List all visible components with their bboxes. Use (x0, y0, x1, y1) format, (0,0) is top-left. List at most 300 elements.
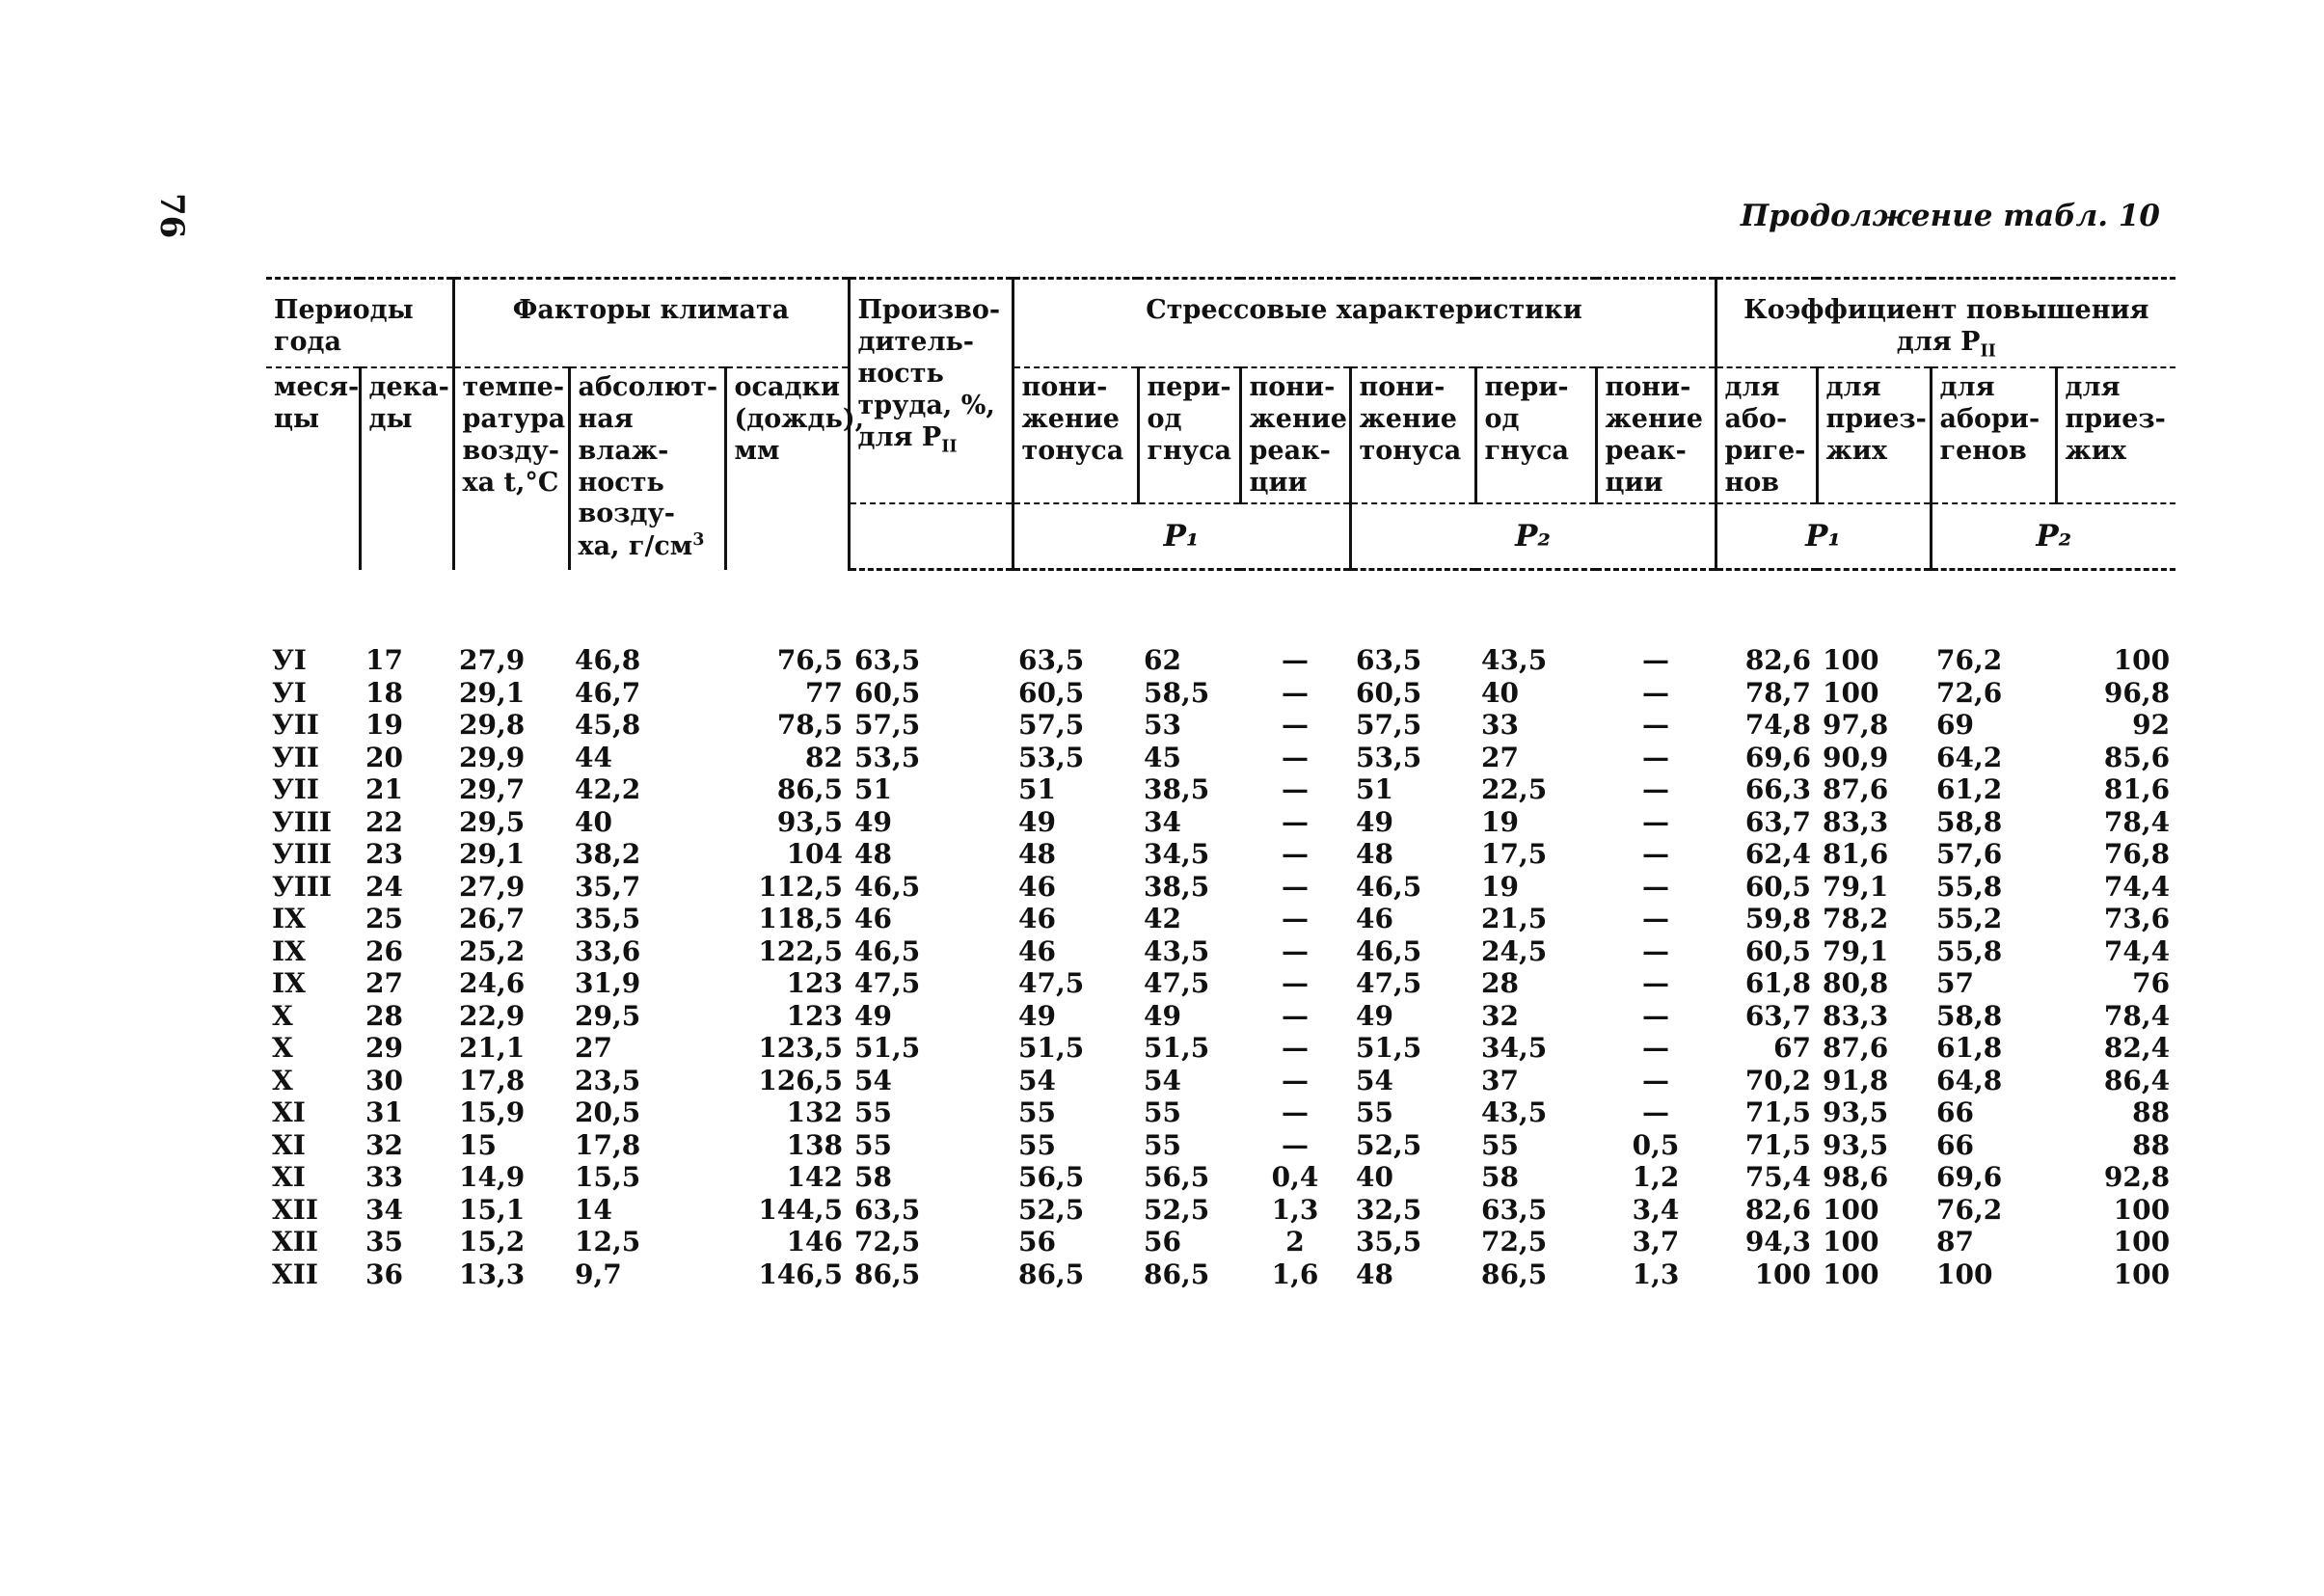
cell-humidity: 46,7 (575, 676, 641, 709)
cell-precipitation: 146 (786, 1226, 844, 1258)
cell-tone-drop-p1: 49 (1018, 999, 1056, 1032)
cell-gnus-period-p2: 27 (1481, 741, 1519, 773)
table-row (266, 1194, 2175, 1227)
cell-month: УIII (272, 870, 333, 903)
header-tone-drop-p2: пони-жение тонуса (1350, 367, 1475, 504)
cell-newcomers-p2: 74,4 (2103, 934, 2171, 967)
cell-humidity: 42,2 (575, 773, 641, 806)
cell-tone-drop-p1: 60,5 (1018, 676, 1085, 709)
header-coef-p1: P₁ (1716, 503, 1931, 570)
cell-decade: 24 (365, 870, 403, 903)
cell-precipitation: 122,5 (758, 934, 844, 967)
cell-reaction-drop-p2: 1,3 (1632, 1258, 1680, 1290)
cell-productivity: 46,5 (854, 934, 921, 967)
table-caption: Продолжение табл. 10 (1740, 199, 2160, 233)
cell-newcomers-p2: 100 (2113, 644, 2171, 677)
cell-reaction-drop-p2: — (1642, 1064, 1670, 1096)
table-row (266, 935, 2175, 968)
cell-natives-p2: 87 (1936, 1226, 1974, 1258)
cell-month: X (272, 999, 293, 1032)
climate-table (266, 277, 2175, 1290)
cell-temperature: 15,9 (459, 1096, 526, 1129)
cell-temperature: 22,9 (459, 999, 526, 1032)
cell-newcomers-p1: 91,8 (1823, 1064, 1889, 1096)
cell-temperature: 29,7 (459, 773, 526, 806)
cell-newcomers-p1: 100 (1823, 644, 1879, 677)
cell-decade: 17 (365, 644, 403, 677)
cell-decade: 35 (365, 1226, 403, 1258)
cell-reaction-drop-p2: 3,4 (1632, 1193, 1680, 1226)
header-gnus-period-p2: пери-од гнуса (1475, 367, 1596, 504)
cell-precipitation: 144,5 (758, 1193, 844, 1226)
cell-tone-drop-p1: 52,5 (1018, 1193, 1085, 1226)
cell-gnus-period-p1: 49 (1144, 999, 1181, 1032)
cell-gnus-period-p2: 40 (1481, 676, 1519, 709)
cell-newcomers-p1: 93,5 (1823, 1096, 1889, 1129)
cell-temperature: 25,2 (459, 934, 526, 967)
cell-decade: 23 (365, 838, 403, 871)
cell-precipitation: 138 (786, 1128, 844, 1161)
cell-natives-p2: 69 (1936, 709, 1974, 742)
cell-natives-p1: 71,5 (1744, 1128, 1812, 1161)
cell-temperature: 15 (459, 1128, 497, 1161)
cell-gnus-period-p1: 38,5 (1144, 773, 1210, 806)
cell-temperature: 27,9 (459, 870, 526, 903)
cell-reaction-drop-p1: — (1282, 999, 1310, 1032)
cell-gnus-period-p1: 43,5 (1144, 934, 1210, 967)
cell-humidity: 17,8 (575, 1128, 641, 1161)
cell-tone-drop-p2: 52,5 (1356, 1128, 1422, 1161)
cell-productivity: 46 (854, 903, 892, 935)
cell-tone-drop-p1: 46 (1018, 903, 1056, 935)
cell-precipitation: 118,5 (758, 903, 844, 935)
cell-tone-drop-p2: 35,5 (1356, 1226, 1422, 1258)
cell-newcomers-p1: 100 (1823, 1226, 1879, 1258)
cell-reaction-drop-p2: — (1642, 870, 1670, 903)
table-row (266, 1032, 2175, 1065)
cell-temperature: 29,1 (459, 838, 526, 871)
cell-productivity: 46,5 (854, 870, 921, 903)
cell-tone-drop-p2: 51,5 (1356, 1032, 1422, 1065)
cell-temperature: 29,5 (459, 805, 526, 838)
header-coef-p2: P₂ (1931, 503, 2175, 570)
cell-month: XI (272, 1096, 306, 1129)
header-humidity: абсолют-ная влаж-ность возду-ха, $г/см^3$ (569, 367, 725, 570)
cell-month: XII (272, 1258, 318, 1290)
cell-productivity: 58 (854, 1161, 892, 1194)
cell-newcomers-p2: 74,4 (2103, 870, 2171, 903)
cell-newcomers-p1: 83,3 (1823, 999, 1889, 1032)
table-row (266, 1000, 2175, 1033)
cell-month: XII (272, 1193, 318, 1226)
cell-newcomers-p1: 98,6 (1823, 1161, 1889, 1194)
cell-gnus-period-p1: 47,5 (1144, 967, 1210, 1000)
cell-reaction-drop-p1: 1,6 (1271, 1258, 1319, 1290)
cell-precipitation: 82 (805, 741, 844, 773)
header-temperature: темпе-ратура возду-ха t,°C (453, 367, 569, 570)
cell-humidity: 23,5 (575, 1064, 641, 1096)
cell-month: УIII (272, 805, 333, 838)
cell-month: УII (272, 709, 319, 742)
cell-gnus-period-p1: 58,5 (1144, 676, 1210, 709)
cell-productivity: 57,5 (854, 709, 921, 742)
cell-tone-drop-p2: 46,5 (1356, 870, 1422, 903)
cell-newcomers-p2: 73,6 (2103, 903, 2171, 935)
cell-gnus-period-p1: 42 (1144, 903, 1181, 935)
cell-productivity: 47,5 (854, 967, 921, 1000)
header-month: меся-цы (266, 367, 360, 570)
cell-reaction-drop-p2: 1,2 (1632, 1161, 1680, 1194)
cell-temperature: 26,7 (459, 903, 526, 935)
cell-natives-p2: 61,2 (1936, 773, 2003, 806)
cell-natives-p2: 55,8 (1936, 934, 2003, 967)
cell-natives-p2: 57,6 (1936, 838, 2003, 871)
cell-humidity: 9,7 (575, 1258, 622, 1290)
cell-newcomers-p2: 92,8 (2103, 1161, 2171, 1194)
cell-reaction-drop-p1: — (1282, 838, 1310, 871)
cell-reaction-drop-p1: — (1282, 805, 1310, 838)
table-row (266, 1161, 2175, 1194)
cell-reaction-drop-p2: — (1642, 644, 1670, 677)
cell-decade: 25 (365, 903, 403, 935)
cell-month: IX (272, 967, 306, 1000)
cell-reaction-drop-p2: — (1642, 676, 1670, 709)
cell-temperature: 24,6 (459, 967, 526, 1000)
cell-newcomers-p2: 81,6 (2103, 773, 2171, 806)
cell-natives-p2: 58,8 (1936, 999, 2003, 1032)
cell-productivity: 49 (854, 805, 892, 838)
table-row (266, 806, 2175, 839)
cell-tone-drop-p2: 32,5 (1356, 1193, 1422, 1226)
cell-reaction-drop-p2: 3,7 (1632, 1226, 1680, 1258)
cell-newcomers-p2: 78,4 (2103, 999, 2171, 1032)
cell-newcomers-p1: 100 (1823, 676, 1879, 709)
cell-tone-drop-p1: 56,5 (1018, 1161, 1085, 1194)
cell-reaction-drop-p2: — (1642, 838, 1670, 871)
cell-newcomers-p2: 100 (2113, 1258, 2171, 1290)
cell-reaction-drop-p2: — (1642, 1032, 1670, 1065)
header-natives-p2: для абори-генов (1931, 367, 2056, 504)
cell-newcomers-p2: 86,4 (2103, 1064, 2171, 1096)
header-precipitation: осадки (дождь), мм (725, 367, 849, 570)
cell-tone-drop-p2: 54 (1356, 1064, 1393, 1096)
cell-decade: 28 (365, 999, 403, 1032)
cell-natives-p2: 72,6 (1936, 676, 2003, 709)
cell-tone-drop-p2: 47,5 (1356, 967, 1422, 1000)
cell-humidity: 44 (575, 741, 612, 773)
cell-temperature: 15,1 (459, 1193, 526, 1226)
cell-month: XI (272, 1128, 306, 1161)
cell-tone-drop-p2: 60,5 (1356, 676, 1422, 709)
cell-productivity: 55 (854, 1096, 892, 1129)
cell-humidity: 12,5 (575, 1226, 641, 1258)
cell-gnus-period-p2: 72,5 (1481, 1226, 1548, 1258)
table-row (266, 1226, 2175, 1258)
cell-gnus-period-p1: 34 (1144, 805, 1181, 838)
cell-month: X (272, 1064, 293, 1096)
cell-month: IX (272, 934, 306, 967)
cell-tone-drop-p2: 40 (1356, 1161, 1393, 1194)
cell-decade: 18 (365, 676, 403, 709)
cell-newcomers-p1: 93,5 (1823, 1128, 1889, 1161)
cell-natives-p2: 100 (1936, 1258, 1993, 1290)
cell-natives-p1: 63,7 (1744, 805, 1812, 838)
cell-natives-p1: 70,2 (1744, 1064, 1812, 1096)
header-decade: дека-ды (360, 367, 453, 570)
cell-gnus-period-p1: 55 (1144, 1128, 1181, 1161)
cell-decade: 29 (365, 1032, 403, 1065)
cell-tone-drop-p2: 55 (1356, 1096, 1393, 1129)
cell-natives-p1: 74,8 (1744, 709, 1812, 742)
cell-decade: 26 (365, 934, 403, 967)
cell-newcomers-p1: 80,8 (1823, 967, 1889, 1000)
cell-reaction-drop-p2: — (1642, 903, 1670, 935)
cell-precipitation: 76,5 (776, 644, 844, 677)
page-number: 76 (152, 193, 191, 239)
cell-reaction-drop-p2: — (1642, 773, 1670, 806)
cell-gnus-period-p2: 19 (1481, 805, 1519, 838)
cell-tone-drop-p2: 48 (1356, 838, 1393, 871)
cell-newcomers-p2: 88 (2132, 1128, 2171, 1161)
cell-tone-drop-p1: 47,5 (1018, 967, 1085, 1000)
cell-natives-p1: 78,7 (1744, 676, 1812, 709)
cell-gnus-period-p2: 22,5 (1481, 773, 1548, 806)
cell-precipitation: 142 (786, 1161, 844, 1194)
cell-natives-p2: 55,8 (1936, 870, 2003, 903)
cell-productivity: 60,5 (854, 676, 921, 709)
cell-gnus-period-p2: 17,5 (1481, 838, 1548, 871)
cell-humidity: 20,5 (575, 1096, 641, 1129)
table-row (266, 1129, 2175, 1162)
cell-precipitation: 104 (786, 838, 844, 871)
cell-humidity: 33,6 (575, 934, 641, 967)
cell-month: XI (272, 1161, 306, 1194)
cell-humidity: 29,5 (575, 999, 641, 1032)
cell-tone-drop-p1: 57,5 (1018, 709, 1085, 742)
cell-temperature: 27,9 (459, 644, 526, 677)
table-row (266, 1096, 2175, 1129)
cell-precipitation: 132 (786, 1096, 844, 1129)
cell-reaction-drop-p1: — (1282, 644, 1310, 677)
cell-reaction-drop-p1: — (1282, 903, 1310, 935)
cell-tone-drop-p1: 55 (1018, 1128, 1056, 1161)
cell-reaction-drop-p2: — (1642, 709, 1670, 742)
cell-decade: 34 (365, 1193, 403, 1226)
cell-precipitation: 123 (786, 999, 844, 1032)
cell-reaction-drop-p1: — (1282, 676, 1310, 709)
table-row (266, 709, 2175, 742)
cell-reaction-drop-p1: — (1282, 967, 1310, 1000)
header-reaction-drop-p2: пони-жение реак-ции (1596, 367, 1716, 504)
cell-month: УIII (272, 838, 333, 871)
cell-precipitation: 123,5 (758, 1032, 844, 1065)
cell-tone-drop-p2: 63,5 (1356, 644, 1422, 677)
cell-precipitation: 93,5 (776, 805, 844, 838)
cell-productivity: 51,5 (854, 1032, 921, 1065)
cell-newcomers-p1: 100 (1823, 1258, 1879, 1290)
cell-gnus-period-p2: 28 (1481, 967, 1519, 1000)
table-row (266, 838, 2175, 871)
cell-humidity: 40 (575, 805, 612, 838)
cell-reaction-drop-p1: 0,4 (1271, 1161, 1319, 1194)
cell-gnus-period-p1: 52,5 (1144, 1193, 1210, 1226)
header-tone-drop-p1: пони-жение тонуса (1013, 367, 1138, 504)
cell-humidity: 31,9 (575, 967, 641, 1000)
cell-newcomers-p1: 78,2 (1823, 903, 1889, 935)
header-stress: Стрессовые характеристики (1013, 279, 1716, 367)
cell-natives-p1: 100 (1754, 1258, 1812, 1290)
cell-gnus-period-p2: 63,5 (1481, 1193, 1548, 1226)
cell-tone-drop-p2: 51 (1356, 773, 1393, 806)
cell-gnus-period-p2: 21,5 (1481, 903, 1548, 935)
cell-natives-p1: 82,6 (1744, 1193, 1812, 1226)
cell-natives-p1: 66,3 (1744, 773, 1812, 806)
cell-precipitation: 78,5 (776, 709, 844, 742)
cell-gnus-period-p2: 86,5 (1481, 1258, 1548, 1290)
cell-natives-p1: 60,5 (1744, 934, 1812, 967)
cell-productivity: 72,5 (854, 1226, 921, 1258)
cell-natives-p1: 82,6 (1744, 644, 1812, 677)
cell-tone-drop-p1: 56 (1018, 1226, 1056, 1258)
cell-temperature: 29,9 (459, 741, 526, 773)
cell-natives-p2: 58,8 (1936, 805, 2003, 838)
table-row (266, 1258, 2175, 1291)
header-coefficient: Коэффициент повышения для $P_{II}$ (1716, 279, 2175, 367)
cell-productivity: 63,5 (854, 1193, 921, 1226)
cell-reaction-drop-p1: — (1282, 934, 1310, 967)
cell-productivity: 54 (854, 1064, 892, 1096)
cell-tone-drop-p2: 49 (1356, 999, 1393, 1032)
cell-gnus-period-p2: 32 (1481, 999, 1519, 1032)
cell-productivity: 53,5 (854, 741, 921, 773)
cell-gnus-period-p1: 53 (1144, 709, 1181, 742)
cell-natives-p2: 66 (1936, 1128, 1974, 1161)
cell-decade: 32 (365, 1128, 403, 1161)
cell-gnus-period-p1: 62 (1144, 644, 1181, 677)
cell-natives-p1: 59,8 (1744, 903, 1812, 935)
cell-tone-drop-p1: 48 (1018, 838, 1056, 871)
header-climate-factors: Факторы климата (453, 279, 849, 367)
cell-newcomers-p1: 79,1 (1823, 870, 1889, 903)
cell-temperature: 21,1 (459, 1032, 526, 1065)
cell-newcomers-p2: 96,8 (2103, 676, 2171, 709)
header-periods: Периоды года (266, 279, 453, 367)
cell-decade: 22 (365, 805, 403, 838)
cell-temperature: 14,9 (459, 1161, 526, 1194)
cell-decade: 19 (365, 709, 403, 742)
cell-tone-drop-p1: 46 (1018, 934, 1056, 967)
cell-natives-p2: 69,6 (1936, 1161, 2003, 1194)
cell-newcomers-p2: 100 (2113, 1193, 2171, 1226)
cell-reaction-drop-p1: — (1282, 870, 1310, 903)
cell-temperature: 13,3 (459, 1258, 526, 1290)
cell-humidity: 14 (575, 1193, 612, 1226)
cell-newcomers-p2: 78,4 (2103, 805, 2171, 838)
cell-tone-drop-p1: 53,5 (1018, 741, 1085, 773)
cell-month: X (272, 1032, 293, 1065)
cell-newcomers-p1: 81,6 (1823, 838, 1889, 871)
cell-natives-p1: 62,4 (1744, 838, 1812, 871)
cell-productivity: 51 (854, 773, 892, 806)
cell-gnus-period-p2: 55 (1481, 1128, 1519, 1161)
table-row (266, 903, 2175, 935)
cell-humidity: 38,2 (575, 838, 641, 871)
cell-gnus-period-p1: 56 (1144, 1226, 1181, 1258)
cell-newcomers-p2: 85,6 (2103, 741, 2171, 773)
cell-natives-p1: 94,3 (1744, 1226, 1812, 1258)
header-productivity-spacer (849, 503, 1013, 570)
cell-natives-p1: 67 (1773, 1032, 1812, 1065)
cell-newcomers-p1: 87,6 (1823, 773, 1889, 806)
cell-precipitation: 126,5 (758, 1064, 844, 1096)
cell-tone-drop-p2: 48 (1356, 1258, 1393, 1290)
cell-gnus-period-p2: 43,5 (1481, 644, 1548, 677)
cell-reaction-drop-p1: 1,3 (1271, 1193, 1319, 1226)
cell-gnus-period-p1: 55 (1144, 1096, 1181, 1129)
cell-natives-p2: 76,2 (1936, 644, 2003, 677)
cell-tone-drop-p1: 86,5 (1018, 1258, 1085, 1290)
cell-precipitation: 112,5 (758, 870, 844, 903)
cell-reaction-drop-p1: — (1282, 1032, 1310, 1065)
cell-newcomers-p2: 82,4 (2103, 1032, 2171, 1065)
cell-humidity: 35,7 (575, 870, 641, 903)
cell-newcomers-p1: 83,3 (1823, 805, 1889, 838)
table-row (266, 644, 2175, 677)
cell-gnus-period-p1: 86,5 (1144, 1258, 1210, 1290)
cell-reaction-drop-p2: — (1642, 999, 1670, 1032)
cell-newcomers-p1: 90,9 (1823, 741, 1889, 773)
cell-temperature: 17,8 (459, 1064, 526, 1096)
table-row (266, 871, 2175, 904)
header-gnus-period-p1: пери-од гнуса (1138, 367, 1240, 504)
cell-reaction-drop-p1: — (1282, 1096, 1310, 1129)
cell-newcomers-p1: 79,1 (1823, 934, 1889, 967)
cell-natives-p2: 61,8 (1936, 1032, 2003, 1065)
cell-gnus-period-p2: 37 (1481, 1064, 1519, 1096)
table-row (266, 1065, 2175, 1097)
cell-precipitation: 86,5 (776, 773, 844, 806)
cell-gnus-period-p1: 45 (1144, 741, 1181, 773)
cell-newcomers-p1: 87,6 (1823, 1032, 1889, 1065)
cell-productivity: 55 (854, 1128, 892, 1161)
header-newcomers-p2: для приез-жих (2056, 367, 2175, 504)
cell-gnus-period-p2: 19 (1481, 870, 1519, 903)
header-stress-p2: P₂ (1350, 503, 1716, 570)
cell-tone-drop-p1: 54 (1018, 1064, 1056, 1096)
cell-tone-drop-p1: 51,5 (1018, 1032, 1085, 1065)
cell-newcomers-p2: 76 (2132, 967, 2171, 1000)
cell-newcomers-p2: 92 (2132, 709, 2171, 742)
cell-productivity: 63,5 (854, 644, 921, 677)
table-row (266, 967, 2175, 1000)
cell-month: УI (272, 644, 307, 677)
cell-decade: 20 (365, 741, 403, 773)
cell-temperature: 29,1 (459, 676, 526, 709)
cell-tone-drop-p2: 57,5 (1356, 709, 1422, 742)
cell-gnus-period-p2: 24,5 (1481, 934, 1548, 967)
cell-tone-drop-p1: 49 (1018, 805, 1056, 838)
cell-newcomers-p1: 97,8 (1823, 709, 1889, 742)
cell-gnus-period-p1: 38,5 (1144, 870, 1210, 903)
cell-precipitation: 123 (786, 967, 844, 1000)
cell-decade: 36 (365, 1258, 403, 1290)
cell-newcomers-p2: 88 (2132, 1096, 2171, 1129)
cell-newcomers-p1: 100 (1823, 1193, 1879, 1226)
table-row (266, 773, 2175, 806)
cell-reaction-drop-p1: — (1282, 773, 1310, 806)
cell-reaction-drop-p2: — (1642, 1096, 1670, 1129)
cell-month: УI (272, 676, 307, 709)
